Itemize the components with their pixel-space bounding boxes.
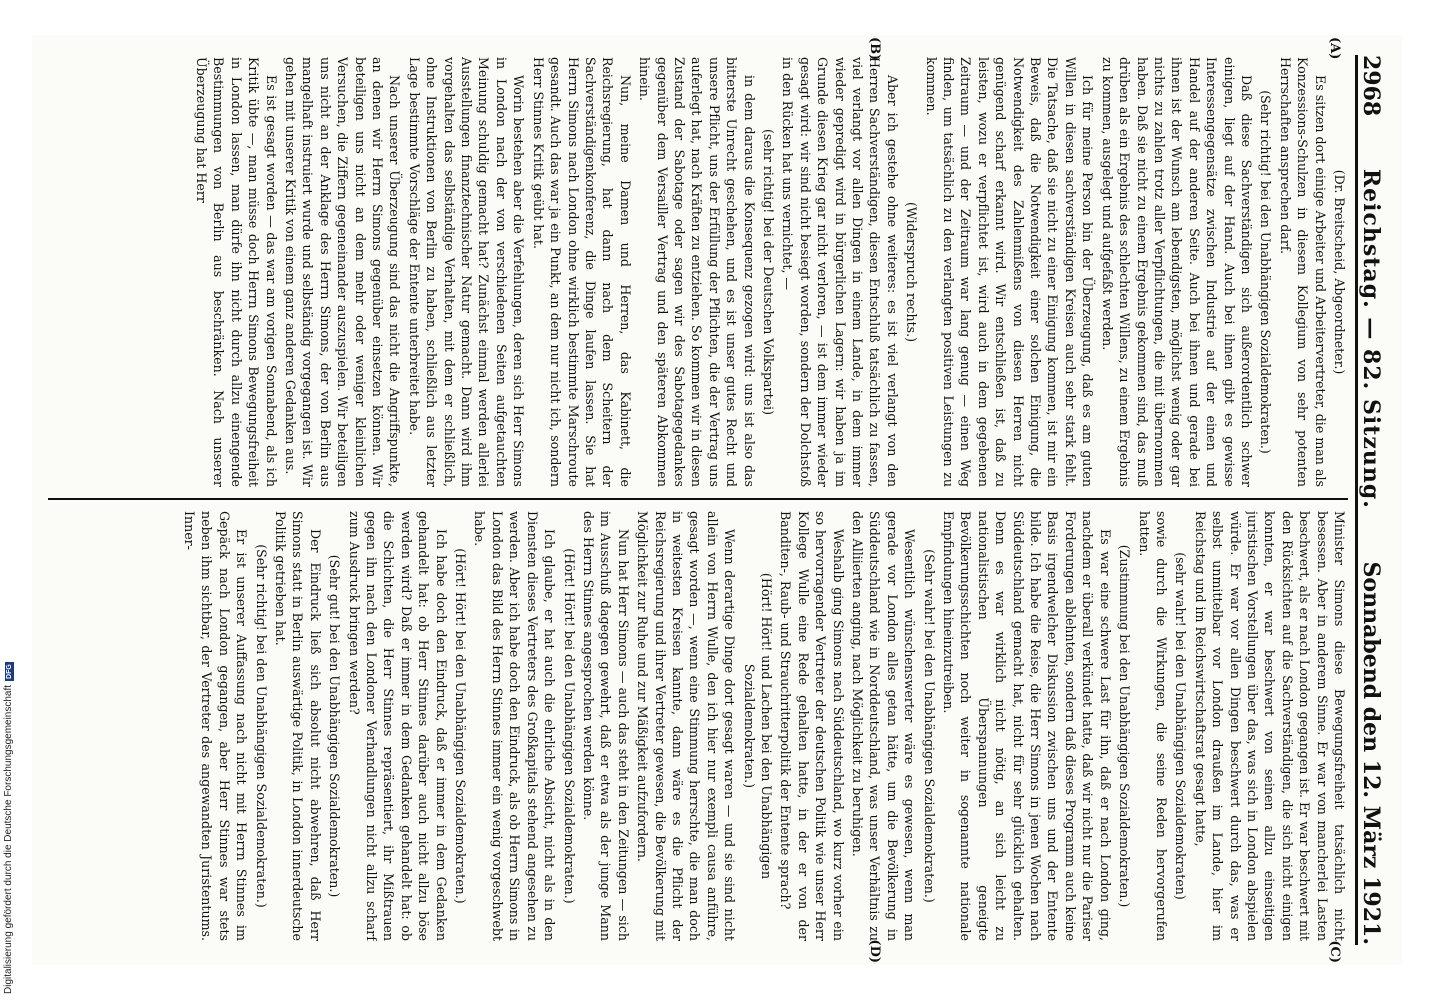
page-number: 2968	[1358, 55, 1384, 117]
paragraph: Der Eindruck ließ sich absolut nicht abwehren, daß Herr Simons statt in Berlin auswärtige Politik, in London innerdeutsche Politik getrieben hat.	[273, 511, 323, 941]
interjection: (Sehr richtig! bei den Unabhängigen Sozialdemokraten.)	[1258, 90, 1274, 454]
margin-mark-d: (D)	[867, 939, 882, 963]
paragraph: Wenn derartige Dinge dort gesagt waren — und sie sind nicht allein von Herrn Wulle, den ich hier nur exempli causa anführe, gesagt worden —, wenn eine Stimmung herrschte, die man doch in weitesten Kreisen kannte, dann wäre es die Pflicht der Reichsregierung und ihrer Vertreter gewesen, die Bevölkerung mit Möglichkeit zur Ruhe und zur Mäßigkeit aufzufordern.	[635, 511, 738, 941]
digitization-sidebar	[0, 0, 24, 1000]
interjection: (Sehr richtig! bei den Unabhängigen Sozialdemokraten.)	[253, 544, 269, 908]
session-date: Sonnabend den 12. März 1921.	[1358, 561, 1384, 945]
left-column	[48, 57, 1348, 487]
paragraph: sowie durch die Wirkungen, die seine Reden hervorgerufen hatten.	[1136, 511, 1169, 941]
paragraph: Nun, meine Damen und Herren, das Kabinett, die Reichsregierung, hat dann nach dem Scheitern der Sachverständigenkonferenz, die Dinge laufen lassen. Sie hat Herrn Simons nach London ohne wirklich bestimmte Marschroute gesandt. Auch das war ja ein Punkt, an dem nur nicht ich, sondern Herr Stinnes Kritik geübt hat.	[530, 57, 633, 487]
interjection: (Widerspruch rechts.)	[904, 201, 920, 343]
interjection: (Hört! Hört! bei den Unabhängigen Sozialdemokraten.)	[453, 548, 469, 904]
interjection: (Zustimmung bei den Unabhängigen Sozialdemokraten.)	[1117, 544, 1133, 908]
dfg-logo: DFG	[6, 664, 13, 679]
credit-text: Digitalisierung gefördert durch die Deutsche Forschungsgemeinschaft	[3, 684, 14, 994]
paragraph: Es sitzen dort einige Arbeiter und Arbeitervertreter, die man als Konzessions-Schulzen in diesem Kollegium von sehr potenten Herrschaften ansprechen darf.	[1277, 57, 1328, 487]
paragraph: Minister Simons diese Bewegungsfreiheit tatsächlich nicht besessen. Aber in anderem Sinne. Er war von mancherlei Lasten beschwert, als er nach London gegangen ist. Er war beschwert mit den Rücksichten auf die Sachverständigen, die sich nicht einigen konnten, er war beschwert von seinen allzu einseitigen juristischen Vorstellungen über das, was sich in London abspielen würde. Er war vor allen Dingen beschwert durch das, was er selbst unmittelbar vor London draußen im Lande, hier im Reichstag und im Reichswirtschaftsrat gesagt hatte,	[1192, 511, 1347, 941]
paragraph: Nach unserer Überzeugung sind das nicht die Angriffspunkte, an denen wir Herrn Simons gegenüber einsetzen können. Wir beteiligen uns nicht an dem mehr oder weniger kleinlichen Versuchen, die Ziffern gegeneinander auszuspielen. Wir beteiligen uns nicht an der Anklage des Herrn Simons, der von Berlin aus mangelhaft instruiert wurde und selbständig vorgegangen ist. Wir gehen mit unserer Kritik von einem ganz anderen Gedanken aus.	[283, 57, 403, 487]
margin-mark-c: (C)	[1327, 940, 1342, 963]
paragraph: Worin bestehen aber die Verfehlungen, deren sich Herr Simons in London nach der von verschiedenen Seiten aufgetauchten Meinung schuldig gemacht hat? Zunächst einmal werden allerlei Ausstellungen finanztechnischer Natur gemacht. Dann wird ihm vorgehalten das selbständige Verhalten, mit dem er schließlich, ohne Instruktionen von Berlin zu haben, schließlich aus letzter Lage bestimmte Vorschläge der Entente unterbreitet habe.	[406, 57, 527, 487]
column-divider	[48, 498, 1348, 500]
right-column	[48, 511, 1348, 941]
interjection: (Hört! Hört! bei den Unabhängigen Sozialdemokraten.)	[561, 548, 577, 904]
margin-mark-b: (B)	[867, 37, 882, 61]
paragraph: Nun hat Herr Simons — auch das steht in den Zeitungen — sich im Ausschuß dagegen gewehrt, daß er etwa als der junge Mann des Herrn Stinnes angesprochen werden könne.	[580, 511, 631, 941]
paragraph: Er ist unserer Auffassung nach nicht mit Herrn Stinnes im Gepäck nach London gegangen, aber Herr Stinnes war stets neben ihm sichtbar, der Vertreter des angewandten Juristentums. Inner-	[182, 511, 250, 941]
digitization-credit	[3, 662, 14, 994]
paragraph: Daß diese Sachverständigen sich außerordentlich schwer einigen, liegt auf der Hand. Auch bei ihnen gibt es gewisse Interessengegensätze zwischen Industrie auf der einen und Handel auf der anderen Seite. Auch bei ihnen und gerade bei ihnen ist der Wunsch am lebendigsten, möglichst wenig oder gar nichts zu zahlen trotz aller Verpflichtungen, die mit übernommen haben. Daß sie nicht zu einem Ergebnis gekommen sind, das muß drüben als ein Ergebnis des schlechten Willens, zu einem Ergebnis zu kommen, ausgelegt und aufgefaßt werden.	[1099, 57, 1254, 487]
interjection: (Hört! Hört! und Lachen bei den Unabhängigen Sozialdemokraten.)	[741, 572, 774, 880]
session-title: Reichstag. — 82. Sitzung.	[1358, 168, 1384, 509]
interjection: (Sehr gut! bei den Unabhängigen Sozialdemokraten.)	[327, 554, 343, 898]
interjection: (sehr wahr! bei den Unabhängigen Sozialdemokraten)	[1173, 552, 1189, 900]
paragraph: Es ist gesagt worden — das war am vorigen Sonnabend, als ich Kritik übte —, man müsse doch Herrn Simons Bewegungsfreiheit in London lassen, man dürfe ihn nicht durch allzu einengende Bestimmungen von Berlin aus beschränken. Nach unserer Überzeugung hat Herr	[194, 57, 279, 487]
paragraph: Es war eine schwere Last für ihn, daß er nach London ging, nachdem er überall verkündet hatte, daß wir nicht nur die Pariser Forderungen ablehnten, sondern daß dieses Programm auch keine Basis irgendwelcher Diskussion zwischen uns und der Entente bilde. Ich habe die Reise, die Herr Simons in jenen Wochen nach Süddeutschland gemacht hat, nicht für sehr glücklich gehalten. Denn es war wirklich nicht nötig, an sich leicht zu nationalistischen Überspannungen geneigte Bevölkerungsschichten noch weiter in sogenannte nationale Empfindungen hineinzutreiben.	[941, 511, 1113, 941]
paragraph: Aber ich gestehe ohne weiteres: es ist viel verlangt von den Herren Sachverständigen, diesen Entschluß tatsächlich zu fassen, viel verlangt vor allen Dingen in einem Lande, in dem immer wieder gepredigt wird in bürgerlichen Lagern: wir haben ja im Grunde diesen Krieg gar nicht verloren, — ist dem immer wieder gesagt wird: wir sind nicht besiegt worden, sondern der Dolchstoß in den Rücken hat uns vernichtet, —	[780, 57, 900, 487]
paragraph: Wesentlich wünschenswerter wäre es gewesen, wenn man gerade vor London alles getan hätte, um die Bevölkerung in Süddeutschland wie in Norddeutschland, was unser Verhältnis zu den Alliierten anging, nach Möglichkeit zu beruhigen.	[850, 511, 918, 941]
margin-mark-a: (A)	[1327, 37, 1342, 60]
interjection: (Sehr wahr! bei den Unabhängigen Sozialdemokraten.)	[921, 549, 937, 903]
paragraph: in dem daraus die Konsequenz gezogen wird: uns ist also das bitterste Unrecht geschehen, und es ist unser gutes Recht und unsere Pflicht, uns der Erfüllung der Pflichten, die der Vertrag uns auferlegt hat, nach Kräften zu entziehen. So kommen wir in diesen Zustand der Sabotage oder sagen wir des Sabotagegedankes gegenüber dem Versailler Vertrag und den späteren Abkommen hinein.	[637, 57, 757, 487]
page-header	[1355, 55, 1392, 945]
document-page	[32, 35, 1402, 965]
interjection: (sehr richtig! bei der Deutschen Volkspartei)	[761, 128, 776, 416]
paragraph: Ich glaube, er hat auch die ehrliche Absicht, nicht als in den Diensten dieses Vertreters des Großkapitals stehend angesehen zu werden. Aber ich habe doch den Eindruck, als ob Herrn Simons in London das Bild des Herrn Stinnes immer ein wenig vorgeschwebt habe.	[472, 511, 558, 941]
paragraph: Ich habe doch den Eindruck, daß er immer in dem Gedanken gehandelt hat: ob Herr Stinnes darüber auch nicht allzu böse werden wird? Daß er immer in dem Gedanken gehandelt hat: ob die Schichten, die Herr Stinnes repräsentiert, ihr Mißtrauen gegen ihn nach den Londoner Verhandlungen nicht allzu scharf zum Ausdruck bringen werden?	[346, 511, 449, 941]
paragraph: Weshalb ging Simons nach Süddeutschland, wo kurz vorher ein so hervorragender Vertreter der deutschen Politik wie unser Herr Kollege Wulle eine Rede gehalten hatte, in der er von der Banditen-, Raub- und Strauchritterpolitik der Entente sprach?	[778, 511, 846, 941]
paragraph: Ich für meine Person bin der Überzeugung, daß es am guten Willen in diesen sachverständigen Kreisen auch sehr stark fehlt. Die Tatsache, daß sie nicht zu einer Einigung kommen, ist mir ein Beweis, daß die Notwendigkeit einer solchen Einigung, die Notwendigkeit des Zahlenmißens von diesen Herren nicht genügend scharf erkannt wird. Wir entschließen ist, daß zu leisten, wozu er verpflichtet ist, wird auch in dem gegebenen Zeitraum — und der Zeitraum war lang genug — einen Weg finden, um tatsächlich zu den verlangten positiven Leistungen zu kommen.	[923, 57, 1096, 487]
speaker-line: (Dr. Breitscheid, Abgeordneter.)	[1332, 169, 1347, 375]
